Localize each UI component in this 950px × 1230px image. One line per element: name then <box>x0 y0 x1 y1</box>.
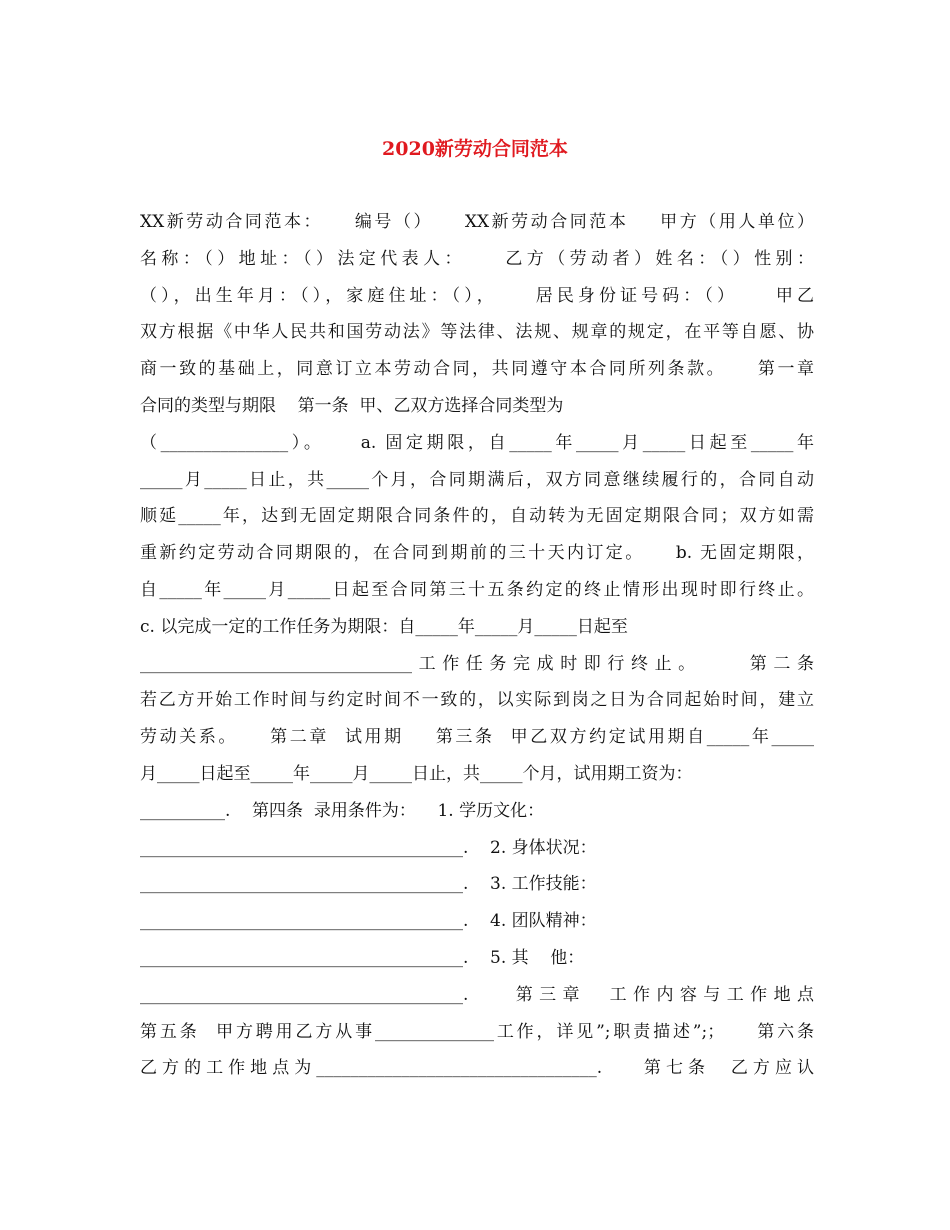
text-line: 第五条 甲方聘用乙方从事______________工作，详见”;职责描述”;； 第六条 <box>140 1021 814 1042</box>
text-line: （），出生年月：（），家庭住址：（）， 居民身份证号码：（） 甲乙 <box>140 285 814 306</box>
text-line: 自_____年_____月_____日起至合同第三十五条约定的终止情形出现时即行终止。 <box>140 579 814 600</box>
document-title: 2020新劳动合同范本 <box>382 138 568 160</box>
text-line: __________. 第四条 录用条件为： 1. 学历文化： <box>140 800 545 821</box>
text-line: ______________________________________. 3. 工作技能： <box>140 874 597 895</box>
text-line: ______________________________________. 2. 身体状况： <box>140 837 597 858</box>
text-line: 重新约定劳动合同期限的，在合同到期前的三十天内订定。 b. 无固定期限， <box>140 543 814 564</box>
text-line: 劳动关系。 第二章 试用期 第三条 甲乙双方约定试用期自_____年_____ <box>140 727 814 748</box>
text-line: ______________________________________. 第三章 工作内容与工作地点 <box>140 984 814 1005</box>
text-line: 若乙方开始工作时间与约定时间不一致的，以实际到岗之日为合同起始时间，建立 <box>140 690 814 711</box>
text-line: 顺延_____年，达到无固定期限合同条件的，自动转为无固定期限合同；双方如需 <box>140 506 814 527</box>
text-line: 商一致的基础上，同意订立本劳动合同，共同遵守本合同所列条款。 第一章 <box>140 359 814 380</box>
text-line: 双方根据《中华人民共和国劳动法》等法律、法规、规章的规定，在平等自愿、协 <box>140 322 814 343</box>
text-line: 月_____日起至_____年_____月_____日止，共_____个月，试用期工资为： <box>140 763 693 784</box>
contract-body <box>140 204 814 1087</box>
text-line: ________________________________工作任务完成时即行终止。 第二条 <box>140 653 814 674</box>
text-line: ______________________________________. 4. 团队精神： <box>140 911 597 932</box>
text-line: （_______________）。 a. 固定期限，自_____年_____月_____日起至_____年 <box>140 432 814 453</box>
text-line: 乙方的工作地点为_________________________________. 第七条 乙方应认 <box>140 1058 814 1079</box>
text-line: c. 以完成一定的工作任务为期限：自_____年_____月_____日起至 <box>140 616 628 637</box>
text-line: ______________________________________. 5. 其 他： <box>140 947 585 968</box>
text-line: XX新劳动合同范本： 编号（） XX新劳动合同范本 甲方（用人单位） <box>140 212 814 232</box>
text-line: _____月_____日止，共_____个月，合同期满后，双方同意继续履行的，合同自动 <box>140 469 814 490</box>
text-line: 合同的类型与期限 第一条 甲、乙双方选择合同类型为 <box>140 395 564 416</box>
text-line: 名称：（）地址：（）法定代表人： 乙方（劳动者）姓名：（）性别： <box>140 248 814 269</box>
